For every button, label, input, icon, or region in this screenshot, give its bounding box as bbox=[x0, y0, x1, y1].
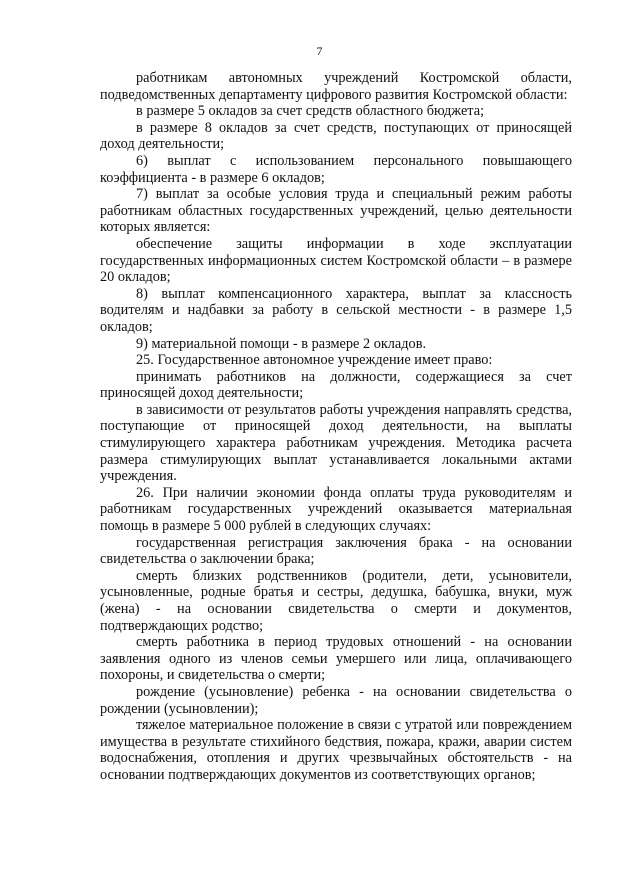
paragraph-hardship: тяжелое материальное положение в связи с утратой или повреждением имущества в результате стихийного бедствия, пожара, кражи, аварии систем водоснабжения, отопления и других чрезвычайных обстоятельств - на основании подтверждающих документов из соответствующих органов; bbox=[100, 717, 572, 783]
paragraph-8-salaries: в размере 8 окладов за счет средств, поступающих от приносящей доход деятельности; bbox=[100, 119, 572, 153]
paragraph-5-salaries: в размере 5 окладов за счет средств областного бюджета; bbox=[136, 103, 485, 120]
paragraph-child-birth: рождение (усыновление) ребенка - на основании свидетельства о рождении (усыновлении); bbox=[100, 683, 572, 717]
paragraph-incentive-payments: в зависимости от результатов работы учреждения направлять средства, поступающие от приносящей доход деятельности, на выплаты стимулирующего характера работникам учреждения. Методика расчета размера стимулирующих выплат устанавливается локальными актами учреждения. bbox=[100, 401, 572, 485]
paragraph-employee-death: смерть работника в период трудовых отношений - на основании заявления одного из членов семьи умершего или лица, оплачивающего похороны, и свидетельства о смерти; bbox=[100, 634, 572, 684]
paragraph-section-26: 26. При наличии экономии фонда оплаты труда руководителям и работникам государственных учреждений оказывается материальная помощь в размере 5 000 рублей в следующих случаях: bbox=[100, 484, 572, 535]
paragraph-relatives-death: смерть близких родственников (родители, дети, усыновители, усыновленные, родные братья и сестры, дедушка, бабушка, внуки, муж (жена) - на основании свидетельства о смерти и документов, подтверждающих родство; bbox=[100, 567, 572, 634]
page-number: 7 bbox=[316, 44, 323, 58]
paragraph-hiring: принимать работников на должности, содержащиеся за счет приносящей доход деятельности; bbox=[100, 368, 572, 402]
paragraph-section-25: 25. Государственное автономное учреждение имеет право: bbox=[136, 352, 493, 369]
paragraph-marriage: государственная регистрация заключения брака - на основании свидетельства о заключении брака; bbox=[100, 534, 572, 568]
paragraph-item-9: 9) материальной помощи - в размере 2 окладов. bbox=[136, 335, 427, 352]
paragraph-item-6: 6) выплат с использованием персонального повышающего коэффициента - в размере 6 окладов; bbox=[100, 152, 572, 186]
paragraph-item-8: 8) выплат компенсационного характера, выплат за классность водителям и надбавки за работу в сельской местности - в размере 1,5 окладов; bbox=[100, 285, 572, 335]
paragraph-item-7: 7) выплат за особые условия труда и специальный режим работы работникам областных государственных учреждений, целью деятельности которых является: bbox=[100, 186, 572, 236]
paragraph-intro: работникам автономных учреждений Костромской области, подведомственных департаменту цифрового развития Костромской области: bbox=[100, 70, 572, 103]
document-body bbox=[100, 70, 572, 784]
paragraph-information-protection: обеспечение защиты информации в ходе эксплуатации государственных информационных систем Костромской области – в размере 20 окладов; bbox=[100, 235, 572, 286]
